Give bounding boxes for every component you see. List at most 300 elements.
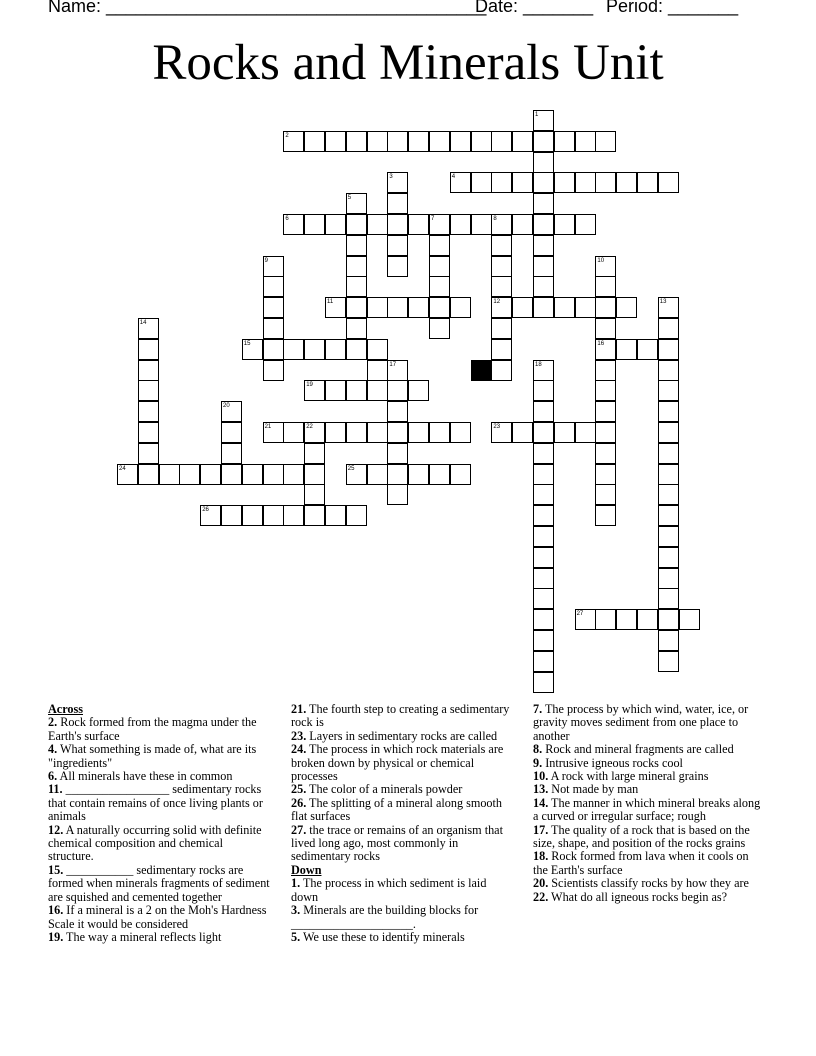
- grid-cell[interactable]: [533, 526, 554, 547]
- grid-cell[interactable]: [325, 422, 346, 443]
- clue-number: 22: [306, 424, 313, 430]
- clue-number: 20: [223, 403, 230, 410]
- clue-number: 15: [243, 340, 251, 347]
- grid-cell[interactable]: [533, 630, 554, 651]
- clue-num: 8.: [533, 742, 543, 757]
- grid-cell[interactable]: [554, 422, 575, 443]
- grid-cell[interactable]: [429, 276, 450, 297]
- grid-cell[interactable]: [637, 339, 658, 360]
- grid-cell[interactable]: [242, 505, 263, 526]
- clue-text: The fourth step to creating a sedimentary rock is: [291, 702, 510, 730]
- clue-item: [291, 783, 513, 796]
- clue-number: 1: [535, 112, 539, 118]
- page-title: Rocks and Minerals Unit: [152, 35, 664, 91]
- grid-cell[interactable]: [533, 672, 554, 693]
- clue-text: Rock formed from lava when it cools on the Earth's surface: [533, 849, 749, 877]
- clue-number: 5: [347, 195, 352, 202]
- grid-cell[interactable]: [533, 588, 554, 609]
- clue-text: The way a mineral reflects light: [63, 929, 222, 944]
- grid-cell[interactable]: [346, 339, 367, 360]
- clue-item: [533, 850, 763, 877]
- clue-text: The splitting of a mineral along smooth flat surfaces: [291, 795, 502, 824]
- grid-cell[interactable]: [325, 380, 346, 401]
- clue-item: [533, 824, 763, 851]
- clue-item: [291, 703, 513, 730]
- clue-num: 12.: [48, 822, 64, 837]
- grid-cell[interactable]: [367, 380, 388, 401]
- grid-cell[interactable]: [138, 422, 159, 443]
- grid-cell[interactable]: [429, 464, 450, 485]
- grid-cell[interactable]: [575, 214, 596, 235]
- clue-num: 16.: [48, 903, 64, 918]
- grid-cell[interactable]: [595, 464, 616, 485]
- grid-cell[interactable]: [658, 630, 679, 651]
- clue-num: 25.: [291, 782, 307, 797]
- grid-cell[interactable]: [242, 464, 263, 485]
- grid-cell[interactable]: [616, 297, 637, 318]
- grid-cell[interactable]: [304, 464, 325, 485]
- clue-text: The process in which rock materials are broken down by physical or chemical processes: [291, 742, 504, 784]
- grid-cell[interactable]: [575, 422, 596, 443]
- grid-cell[interactable]: [408, 297, 429, 318]
- clue-item: [291, 730, 513, 743]
- grid-cell[interactable]: [491, 360, 512, 381]
- clue-item: [48, 931, 270, 944]
- clue-item: [48, 716, 270, 743]
- grid-cell[interactable]: [658, 484, 679, 505]
- clue-num: 5.: [291, 929, 301, 944]
- clue-item: [533, 877, 763, 890]
- grid-cell[interactable]: [263, 297, 284, 318]
- grid-cell[interactable]: [595, 505, 616, 526]
- grid-cell[interactable]: [512, 131, 533, 152]
- grid-cell[interactable]: [658, 568, 679, 589]
- grid-cell[interactable]: [387, 484, 408, 505]
- grid-cell[interactable]: [595, 172, 616, 193]
- clue-item: [533, 891, 763, 904]
- grid-cell[interactable]: [283, 422, 304, 443]
- grid-cell[interactable]: [512, 172, 533, 193]
- clue-num: 7.: [533, 702, 543, 716]
- down-heading: Down: [291, 862, 322, 877]
- clues-column-3: [533, 703, 763, 904]
- grid-cell[interactable]: [595, 422, 616, 443]
- grid-cell[interactable]: [491, 276, 512, 297]
- grid-cell[interactable]: [533, 401, 554, 422]
- grid-cell[interactable]: [429, 235, 450, 256]
- grid-cell[interactable]: [595, 484, 616, 505]
- grid-cell[interactable]: [263, 318, 284, 339]
- grid-cell[interactable]: [304, 443, 325, 464]
- grid-cell[interactable]: [595, 276, 616, 297]
- grid-cell[interactable]: [263, 276, 284, 297]
- grid-cell[interactable]: [616, 339, 637, 360]
- grid-cell[interactable]: [263, 464, 284, 485]
- grid-cell[interactable]: [325, 214, 346, 235]
- clue-item: [291, 743, 513, 783]
- clue-num: 20.: [533, 876, 549, 891]
- clue-item: [291, 824, 513, 864]
- clue-text: Layers in sedimentary rocks are called: [306, 728, 498, 743]
- grid-cell[interactable]: [595, 131, 616, 152]
- grid-cell[interactable]: [658, 339, 679, 360]
- grid-cell[interactable]: [159, 464, 180, 485]
- clue-number: 7: [431, 216, 435, 222]
- grid-cell[interactable]: [346, 318, 367, 339]
- grid-cell[interactable]: [658, 422, 679, 443]
- grid-cell[interactable]: [221, 443, 242, 464]
- grid-cell[interactable]: [387, 401, 408, 422]
- grid-cell[interactable]: [138, 443, 159, 464]
- grid-cell[interactable]: [263, 505, 284, 526]
- grid-cell[interactable]: [367, 464, 388, 485]
- grid-cell[interactable]: [595, 360, 616, 381]
- grid-cell[interactable]: [200, 464, 221, 485]
- clue-text: Scientists classify rocks by how they are: [548, 876, 749, 891]
- grid-cell[interactable]: [637, 609, 658, 630]
- grid-cell[interactable]: [512, 422, 533, 443]
- grid-cell[interactable]: [595, 380, 616, 401]
- grid-cell[interactable]: [491, 256, 512, 277]
- clue-num: 6.: [48, 769, 58, 784]
- grid-cell[interactable]: [450, 464, 471, 485]
- grid-cell[interactable]: [221, 464, 242, 485]
- clue-text: The process by which wind, water, ice, or gravity moves sediment from one place to another: [533, 702, 749, 743]
- grid-cell[interactable]: [575, 297, 596, 318]
- clue-num: 1.: [291, 876, 301, 891]
- grid-cell[interactable]: [554, 172, 575, 193]
- grid-cell[interactable]: [658, 443, 679, 464]
- grid-cell[interactable]: [471, 131, 492, 152]
- grid-cell[interactable]: [595, 443, 616, 464]
- clue-number: 21: [264, 424, 272, 430]
- grid-cell[interactable]: [512, 297, 533, 318]
- grid-cell[interactable]: [429, 318, 450, 339]
- clue-num: 4.: [48, 742, 58, 757]
- grid-cell[interactable]: [658, 172, 679, 193]
- grid-cell[interactable]: [346, 380, 367, 401]
- grid-cell[interactable]: [325, 131, 346, 152]
- grid-cell[interactable]: [138, 339, 159, 360]
- grid-cell[interactable]: [533, 464, 554, 485]
- clue-num: 21.: [291, 702, 307, 716]
- clue-text: The manner in which mineral breaks along a curved or irregular surface; rough: [533, 795, 761, 824]
- clue-item: [48, 824, 270, 864]
- grid-cell[interactable]: [450, 214, 471, 235]
- grid-cell[interactable]: [429, 256, 450, 277]
- clue-number: 9: [264, 257, 268, 264]
- grid-cell[interactable]: [658, 401, 679, 422]
- grid-cell[interactable]: [595, 318, 616, 339]
- clue-text: the trace or remains of an organism that lived long ago, most commonly in sedimentary rocks: [291, 822, 503, 864]
- grid-cell[interactable]: [429, 297, 450, 318]
- grid-cell[interactable]: [533, 256, 554, 277]
- grid-cell[interactable]: [367, 297, 388, 318]
- grid-cell[interactable]: [304, 339, 325, 360]
- grid-cell[interactable]: [658, 609, 679, 630]
- clue-number: 26: [202, 507, 209, 514]
- clue-text: What something is made of, what are its "ingredients": [48, 742, 257, 770]
- clue-item: [533, 783, 763, 796]
- grid-cell[interactable]: [138, 464, 159, 485]
- grid-cell[interactable]: [346, 214, 367, 235]
- grid-cell[interactable]: [283, 505, 304, 526]
- grid-cell[interactable]: [304, 131, 325, 152]
- grid-cell[interactable]: [533, 443, 554, 464]
- clue-item: [291, 877, 513, 904]
- grid-cell[interactable]: [658, 526, 679, 547]
- clue-num: 17.: [533, 822, 549, 837]
- clues-column-1: [48, 703, 270, 944]
- grid-cell[interactable]: [533, 276, 554, 297]
- grid-cell[interactable]: [554, 131, 575, 152]
- grid-cell[interactable]: [387, 235, 408, 256]
- clue-text: Rock formed from the magma under the Earth's surface: [48, 715, 257, 743]
- grid-cell[interactable]: [346, 131, 367, 152]
- clue-text: _________________ sedimentary rocks that contain remains of once living plants or animals: [48, 782, 263, 824]
- grid-cell[interactable]: [408, 464, 429, 485]
- clue-num: 10.: [533, 769, 549, 784]
- grid-cell[interactable]: [325, 339, 346, 360]
- clue-number: 12: [493, 299, 501, 306]
- grid-cell[interactable]: [471, 214, 492, 235]
- clue-num: 18.: [533, 849, 549, 864]
- across-clue-list-cont: [291, 703, 513, 864]
- grid-cell[interactable]: [346, 256, 367, 277]
- clue-text: Rock and mineral fragments are called: [542, 742, 734, 757]
- grid-cell[interactable]: [533, 609, 554, 630]
- grid-cell[interactable]: [367, 214, 388, 235]
- clue-num: 24.: [291, 742, 307, 757]
- clue-number: 23: [493, 424, 501, 430]
- clue-text: Minerals are the building blocks for ____________________.: [291, 903, 479, 931]
- grid-cell[interactable]: [387, 422, 408, 443]
- clue-num: 27.: [291, 822, 307, 837]
- grid-cell[interactable]: [533, 484, 554, 505]
- grid-cell[interactable]: [429, 131, 450, 152]
- across-clue-list: [48, 716, 270, 944]
- clue-text: All minerals have these in common: [57, 769, 233, 784]
- grid-cell[interactable]: [408, 131, 429, 152]
- grid-cell[interactable]: [533, 568, 554, 589]
- grid-cell[interactable]: [595, 609, 616, 630]
- grid-cell[interactable]: [367, 422, 388, 443]
- grid-cell[interactable]: [658, 547, 679, 568]
- clue-number: 11: [327, 299, 334, 306]
- clue-item: [291, 904, 513, 931]
- grid-cell[interactable]: [491, 235, 512, 256]
- grid-cell[interactable]: [554, 297, 575, 318]
- clue-num: 26.: [291, 795, 307, 810]
- grid-cell[interactable]: [471, 172, 492, 193]
- grid-cell[interactable]: [658, 380, 679, 401]
- grid-cell[interactable]: [658, 651, 679, 672]
- grid-cell[interactable]: [491, 172, 512, 193]
- period-field[interactable]: Period: _______: [606, 0, 739, 16]
- grid-cell[interactable]: [533, 214, 554, 235]
- grid-cell[interactable]: [179, 464, 200, 485]
- grid-cell[interactable]: [387, 131, 408, 152]
- grid-cell[interactable]: [387, 193, 408, 214]
- clue-item: [48, 864, 270, 904]
- grid-cell[interactable]: [533, 505, 554, 526]
- clue-text: The quality of a rock that is based on the size, shape, and position of the rocks grains: [533, 822, 750, 851]
- grid-cell[interactable]: [283, 464, 304, 485]
- grid-cell[interactable]: [408, 380, 429, 401]
- clue-num: 14.: [533, 795, 549, 810]
- grid-cell[interactable]: [408, 214, 429, 235]
- grid-cell[interactable]: [283, 339, 304, 360]
- clue-number: 27: [576, 611, 584, 618]
- down-clue-list: [291, 877, 513, 944]
- grid-cell[interactable]: [346, 422, 367, 443]
- clue-item: [533, 797, 763, 824]
- grid-cell[interactable]: [679, 609, 700, 630]
- clue-item: [291, 931, 513, 944]
- clue-text: The process in which sediment is laid down: [291, 876, 487, 904]
- clue-num: 9.: [533, 755, 543, 770]
- clue-number: 2: [285, 132, 289, 139]
- grid-cell[interactable]: [491, 318, 512, 339]
- clue-item: [48, 743, 270, 770]
- grid-cell[interactable]: [533, 380, 554, 401]
- grid-cell[interactable]: [367, 131, 388, 152]
- grid-cell[interactable]: [325, 505, 346, 526]
- clue-item: [533, 757, 763, 770]
- grid-cell[interactable]: [304, 214, 325, 235]
- grid-cell[interactable]: [346, 505, 367, 526]
- grid-cell[interactable]: [616, 609, 637, 630]
- grid-cell[interactable]: [512, 214, 533, 235]
- grid-cell[interactable]: [346, 235, 367, 256]
- clue-item: [533, 703, 763, 743]
- clue-item: [533, 770, 763, 783]
- grid-cell[interactable]: [658, 505, 679, 526]
- grid-cell[interactable]: [138, 380, 159, 401]
- grid-cell[interactable]: [533, 547, 554, 568]
- clue-number: 4: [451, 174, 456, 181]
- clue-text: A naturally occurring solid with definite chemical composition and chemical structure.: [48, 822, 262, 864]
- grid-cell[interactable]: [387, 256, 408, 277]
- grid-cell[interactable]: [367, 360, 388, 381]
- clue-num: 22.: [533, 889, 549, 904]
- grid-cell[interactable]: [387, 214, 408, 235]
- grid-cell[interactable]: [533, 422, 554, 443]
- grid-cell[interactable]: [387, 380, 408, 401]
- name-field[interactable]: Name: ______________________________________: [48, 0, 487, 16]
- grid-cell[interactable]: [491, 131, 512, 152]
- grid-cell[interactable]: [491, 339, 512, 360]
- clue-number: 3: [389, 174, 393, 181]
- grid-cell[interactable]: [637, 172, 658, 193]
- clue-num: 3.: [291, 903, 301, 918]
- grid-cell[interactable]: [533, 235, 554, 256]
- clue-number: 13: [659, 299, 667, 306]
- grid-cell[interactable]: [221, 505, 242, 526]
- clue-item: [291, 797, 513, 824]
- clue-item: [533, 743, 763, 756]
- clue-number: 16: [597, 340, 605, 347]
- clue-text: A rock with large mineral grains: [548, 769, 709, 784]
- grid-cell[interactable]: [304, 505, 325, 526]
- grid-cell[interactable]: [408, 422, 429, 443]
- clue-num: 15.: [48, 862, 64, 877]
- clue-num: 19.: [48, 929, 64, 944]
- clue-text: The color of a minerals powder: [306, 782, 463, 797]
- grid-cell[interactable]: [658, 318, 679, 339]
- grid-cell[interactable]: [575, 131, 596, 152]
- grid-cell[interactable]: [346, 297, 367, 318]
- clue-number: 17: [389, 361, 397, 368]
- clue-text: Not made by man: [548, 782, 639, 797]
- grid-cell[interactable]: [450, 131, 471, 152]
- grid-cell[interactable]: [533, 152, 554, 173]
- grid-cell[interactable]: [367, 339, 388, 360]
- grid-cell[interactable]: [387, 443, 408, 464]
- grid-cell[interactable]: [304, 484, 325, 505]
- grid-cell[interactable]: [387, 464, 408, 485]
- grid-cell[interactable]: [533, 651, 554, 672]
- grid-cell[interactable]: [138, 401, 159, 422]
- across-heading: Across: [48, 702, 83, 716]
- clue-number: 6: [285, 216, 289, 222]
- grid-cell[interactable]: [450, 297, 471, 318]
- grid-cell[interactable]: [429, 422, 450, 443]
- clue-item: [48, 904, 270, 931]
- clue-number: 10: [597, 257, 605, 264]
- grid-cell[interactable]: [658, 360, 679, 381]
- grid-cell[interactable]: [263, 339, 284, 360]
- grid-cell[interactable]: [263, 360, 284, 381]
- grid-cell[interactable]: [221, 422, 242, 443]
- grid-cell[interactable]: [554, 214, 575, 235]
- date-field[interactable]: Date: _______: [475, 0, 594, 16]
- down-clue-list-cont: [533, 703, 763, 904]
- grid-cell[interactable]: [533, 193, 554, 214]
- grid-cell[interactable]: [658, 464, 679, 485]
- clue-num: 13.: [533, 782, 549, 797]
- clue-num: 23.: [291, 728, 307, 743]
- clue-number: 8: [493, 216, 497, 222]
- grid-cell[interactable]: [387, 297, 408, 318]
- grid-cell[interactable]: [595, 297, 616, 318]
- grid-cell[interactable]: [450, 422, 471, 443]
- clue-num: 2.: [48, 715, 58, 730]
- clue-item: [48, 783, 270, 823]
- clue-number: 18: [535, 361, 542, 368]
- clue-text: Intrusive igneous rocks cool: [542, 755, 683, 770]
- grid-cell[interactable]: [138, 360, 159, 381]
- grid-cell[interactable]: [595, 401, 616, 422]
- clue-number: 25: [347, 465, 355, 472]
- grid-cell[interactable]: [575, 172, 596, 193]
- clue-text: What do all igneous rocks begin as?: [548, 889, 728, 904]
- grid-cell[interactable]: [658, 588, 679, 609]
- grid-cell[interactable]: [533, 172, 554, 193]
- clue-item: [48, 770, 270, 783]
- grid-cell[interactable]: [616, 172, 637, 193]
- clue-number: 14: [139, 320, 147, 326]
- grid-cell[interactable]: [533, 297, 554, 318]
- clue-text: We use these to identify minerals: [300, 929, 465, 944]
- blocked-cell: [471, 360, 492, 381]
- grid-cell[interactable]: [533, 131, 554, 152]
- clues-column-2: [291, 703, 513, 944]
- clue-text: ___________ sedimentary rocks are formed when minerals fragments of sediment are squished and cemented together: [48, 862, 270, 904]
- clue-number: 24: [119, 465, 126, 472]
- grid-cell[interactable]: [346, 276, 367, 297]
- clue-number: 19: [306, 382, 313, 389]
